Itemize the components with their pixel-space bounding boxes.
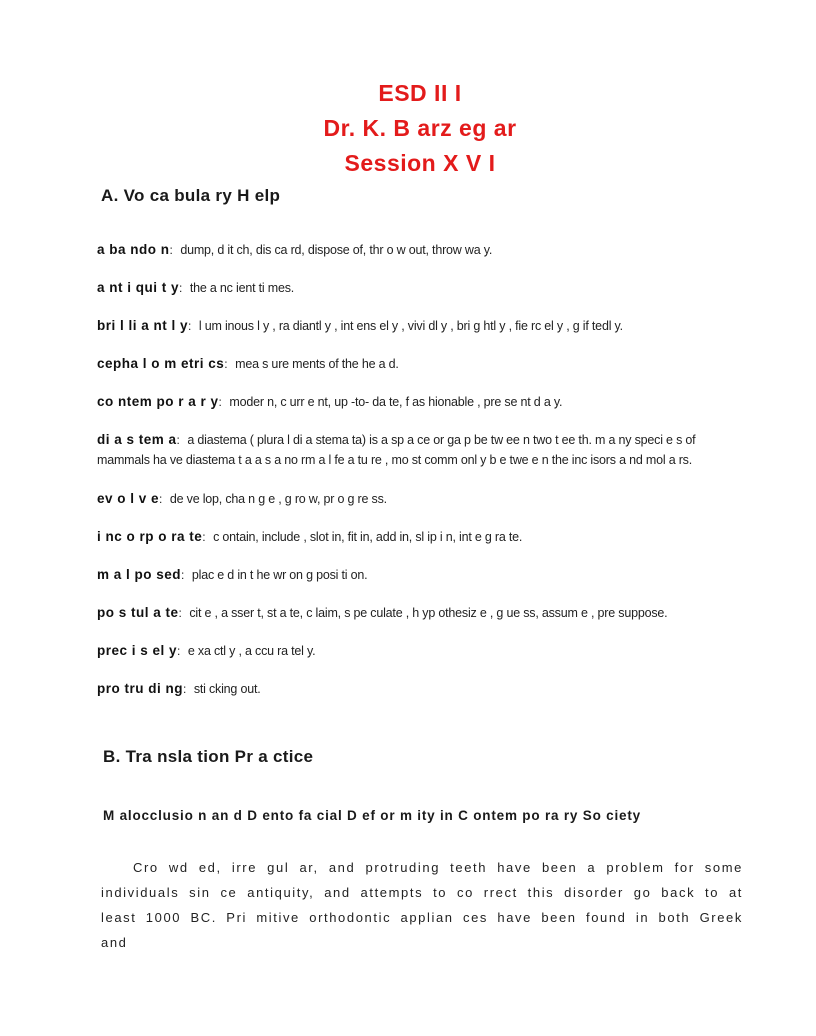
vocab-term: i nc o rp o ra te — [97, 529, 203, 544]
vocab-entry — [97, 430, 737, 470]
vocab-term: prec i s el y — [97, 643, 178, 658]
vocab-separator: : — [218, 395, 222, 409]
vocab-term: po s tul a te — [97, 605, 179, 620]
vocab-separator: : — [159, 492, 163, 506]
vocab-entry — [97, 603, 737, 623]
document-header — [0, 76, 816, 181]
vocab-separator: : — [176, 433, 180, 447]
vocab-term: pro tru di ng — [97, 681, 183, 696]
vocab-separator: : — [224, 357, 228, 371]
vocab-definition: sti cking out. — [193, 682, 261, 696]
vocab-term: di a s tem a — [97, 432, 177, 447]
vocab-separator: : — [188, 319, 192, 333]
vocab-separator: : — [177, 644, 181, 658]
vocab-entry — [97, 641, 737, 661]
vocab-definition: e xa ctl y , a ccu ra tel y. — [187, 644, 316, 658]
vocab-definition: dump, d it ch, dis ca rd, dispose of, thr o w out, throw wa y. — [180, 243, 493, 257]
vocab-separator: : — [182, 682, 187, 696]
vocab-entry — [97, 240, 737, 260]
vocab-separator: : — [202, 530, 206, 544]
vocab-definition: moder n, c urr e nt, up -to- da te, f as hionable , pre se nt d a y. — [229, 395, 563, 409]
vocab-entry — [97, 679, 737, 699]
vocab-definition: cit e , a sser t, st a te, c laim, s pe culate , h yp othesiz e , g ue ss, assum e , pre suppose. — [189, 606, 668, 620]
vocab-separator: : — [179, 281, 183, 295]
vocab-term: a nt i qui t y — [97, 280, 180, 295]
vocab-term: ev o l v e — [97, 491, 160, 506]
vocab-definition: a diastema ( plura l di a stema ta) is a sp a ce or ga p be tw ee n two t ee th. m a ny speci e s of mammals ha ve diastema t a a s a no rm a l fe a tu re , mo st comm onl y b e twe e n the inc isors a nd mol a rs. — [97, 433, 696, 467]
vocab-term: cepha l o m etri cs — [97, 356, 225, 371]
session-title: Session X V I — [344, 150, 496, 176]
vocab-entry — [97, 316, 737, 336]
vocab-definition: l um inous l y , ra diantl y , int ens el y , vivi dl y , bri g htl y , fie rc el y , g if tedl y. — [198, 319, 623, 333]
vocab-separator: : — [169, 243, 173, 257]
instructor-name: Dr. K. B arz eg ar — [323, 115, 517, 141]
vocab-entry — [97, 489, 737, 509]
vocab-definition: plac e d in t he wr on g posi ti on. — [191, 568, 368, 582]
vocab-entry — [97, 527, 737, 547]
vocab-entry — [97, 278, 737, 298]
vocab-term: bri l li a nt l y — [97, 318, 189, 333]
vocab-separator: : — [181, 568, 185, 582]
section-b-heading: B. Tra nsla tion Pr a ctice — [103, 747, 314, 766]
course-title: ESD II I — [378, 80, 462, 106]
vocab-entry — [97, 565, 737, 585]
vocab-definition: c ontain, include , slot in, fit in, add in, sl ip i n, int e g ra te. — [213, 530, 523, 544]
vocab-term: a ba ndo n — [97, 242, 170, 257]
vocab-entry — [97, 354, 737, 374]
vocab-definition: the a nc ient ti mes. — [189, 281, 295, 295]
vocab-definition: mea s ure ments of the he a d. — [235, 357, 399, 371]
vocab-term: co ntem po r a r y — [97, 394, 219, 409]
section-a-heading: A. Vo ca bula ry H elp — [101, 186, 281, 205]
article-paragraph: Cro wd ed, irre gul ar, and protruding teeth have been a problem for some individuals sin ce antiquity, and attempts to co rrect this disorder go back to at least 1000 BC. Pri mitive orthodontic applian ces have been found in both Greek and — [101, 860, 743, 950]
article-title: M alocclusio n an d D ento fa cial D ef or m ity in C ontem po ra ry So ciety — [103, 808, 641, 823]
vocab-definition: de ve lop, cha n g e , g ro w, pr o g re ss. — [169, 492, 387, 506]
vocab-separator: : — [178, 606, 182, 620]
vocab-term: m a l po sed — [97, 567, 182, 582]
vocab-entry — [97, 392, 737, 412]
